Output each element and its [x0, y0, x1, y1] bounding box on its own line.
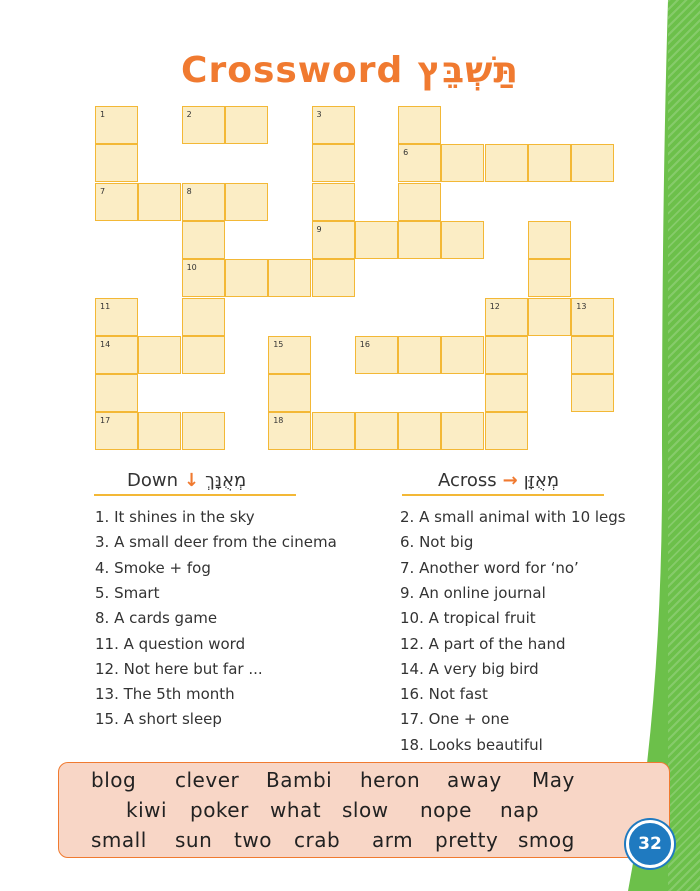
cell-number: 15: [273, 339, 284, 349]
down-clue: 8. A cards game: [95, 609, 218, 628]
crossword-cell[interactable]: [528, 221, 571, 259]
across-clue: 6. Not big: [400, 533, 474, 552]
crossword-cell[interactable]: [95, 336, 138, 374]
crossword-cell[interactable]: [441, 221, 484, 259]
crossword-cell[interactable]: [182, 336, 225, 374]
crossword-cell[interactable]: [441, 336, 484, 374]
crossword-cell[interactable]: [485, 298, 528, 336]
crossword-cell[interactable]: [398, 144, 441, 182]
down-clue: 12. Not here but far ...: [95, 659, 263, 678]
crossword-cell[interactable]: [398, 183, 441, 221]
crossword-cell[interactable]: [182, 183, 225, 221]
crossword-cell[interactable]: [225, 106, 268, 144]
crossword-cell[interactable]: [138, 183, 181, 221]
page-title: [0, 50, 700, 91]
word-bank-word: Bambi: [266, 768, 333, 792]
word-bank-word: May: [532, 768, 575, 792]
cell-number: 16: [359, 339, 370, 349]
word-bank-word: pretty: [435, 828, 499, 852]
down-clue: 1. It shines in the sky: [95, 508, 255, 526]
word-bank-word: nap: [500, 798, 540, 822]
crossword-cell[interactable]: [528, 144, 571, 182]
down-header: [127, 470, 246, 491]
crossword-cell[interactable]: [95, 183, 138, 221]
crossword-cell[interactable]: [268, 374, 311, 412]
across-clue: 14. A very big bird: [400, 659, 539, 678]
crossword-cell[interactable]: [571, 374, 614, 412]
crossword-cell[interactable]: [571, 144, 614, 182]
down-arrow-icon: ↓: [184, 470, 200, 491]
across-clue: 7. Another word for ‘no’: [400, 558, 579, 577]
down-label: Down: [127, 470, 179, 491]
across-clue: 18. Looks beautiful: [400, 735, 543, 754]
title-english: Crossword: [181, 50, 404, 91]
crossword-cell[interactable]: [398, 221, 441, 259]
crossword-cell[interactable]: [312, 221, 355, 259]
crossword-cell[interactable]: [182, 106, 225, 144]
cell-number: 17: [100, 416, 111, 426]
cell-number: 6: [403, 148, 409, 158]
word-bank-word: away: [447, 768, 502, 792]
cell-number: 14: [100, 339, 111, 349]
crossword-cell[interactable]: [398, 106, 441, 144]
across-clue: 2. A small animal with 10 legs: [400, 508, 626, 526]
word-bank-word: crab: [294, 828, 341, 852]
crossword-cell[interactable]: [312, 183, 355, 221]
across-clue: 12. A part of the hand: [400, 634, 566, 653]
word-bank-word: two: [234, 828, 272, 852]
across-header: [438, 470, 559, 491]
crossword-cell[interactable]: [485, 144, 528, 182]
crossword-cell[interactable]: [355, 221, 398, 259]
crossword-cell[interactable]: [441, 144, 484, 182]
crossword-cell[interactable]: [268, 336, 311, 374]
word-bank-word: nope: [420, 798, 472, 822]
cell-number: 1: [100, 110, 106, 119]
down-clue: 3. A small deer from the cinema: [95, 533, 337, 552]
crossword-cell[interactable]: [571, 298, 614, 336]
crossword-cell[interactable]: [225, 259, 268, 297]
crossword-cell[interactable]: [95, 412, 138, 450]
word-bank-word: slow: [342, 798, 389, 822]
down-clue: 15. A short sleep: [95, 710, 222, 729]
cell-number: 10: [186, 263, 197, 273]
cell-number: 12: [489, 301, 500, 311]
green-page-edge: [668, 0, 700, 891]
crossword-cell[interactable]: [95, 106, 138, 144]
across-clue: 16. Not fast: [400, 685, 488, 704]
cell-number: 11: [100, 301, 111, 311]
crossword-cell[interactable]: [95, 298, 138, 336]
across-clue: 17. One + one: [400, 710, 510, 729]
crossword-cell[interactable]: [355, 412, 398, 450]
down-clue: 4. Smoke + fog: [95, 558, 211, 577]
crossword-cell[interactable]: [95, 144, 138, 182]
crossword-cell[interactable]: [182, 221, 225, 259]
word-bank-word: smog: [518, 828, 575, 852]
crossword-cell[interactable]: [485, 412, 528, 450]
across-hebrew: מְאֻזָּן: [523, 470, 560, 491]
crossword-cell[interactable]: [485, 374, 528, 412]
crossword-cell[interactable]: [182, 298, 225, 336]
crossword-cell[interactable]: [441, 412, 484, 450]
down-clue: 13. The 5th month: [95, 685, 235, 704]
across-label: Across: [438, 470, 497, 491]
title-hebrew: תַּשְׁבֵּץ: [417, 50, 519, 91]
across-clue: 9. An online journal: [400, 583, 546, 602]
crossword-cell[interactable]: [268, 259, 311, 297]
page-curl-decoration: [628, 0, 668, 891]
down-divider: [94, 494, 296, 496]
crossword-cell[interactable]: [355, 336, 398, 374]
crossword-cell[interactable]: [312, 259, 355, 297]
word-bank-word: what: [270, 798, 322, 822]
across-divider: [402, 494, 604, 496]
word-bank-word: clever: [175, 768, 240, 792]
word-bank-word: poker: [190, 798, 249, 822]
cell-number: 2: [186, 110, 192, 119]
across-clue: 10. A tropical fruit: [400, 609, 536, 628]
cell-number: 8: [186, 186, 192, 196]
crossword-cell[interactable]: [312, 144, 355, 182]
word-bank-word: sun: [175, 828, 213, 852]
crossword-cell[interactable]: [182, 259, 225, 297]
cell-number: 3: [316, 110, 322, 119]
cell-number: 9: [316, 224, 322, 234]
down-hebrew: מְאֻנָּךְ: [205, 470, 247, 491]
word-bank-word: kiwi: [126, 798, 168, 822]
word-bank-word: blog: [91, 768, 137, 792]
crossword-cell[interactable]: [225, 183, 268, 221]
word-bank-word: heron: [360, 768, 421, 792]
crossword-cell[interactable]: [398, 412, 441, 450]
down-clue: 5. Smart: [95, 583, 160, 602]
word-bank-word: arm: [372, 828, 414, 852]
crossword-cell[interactable]: [95, 374, 138, 412]
crossword-cell[interactable]: [268, 412, 311, 450]
word-bank-word: small: [91, 828, 147, 852]
down-clue: 11. A question word: [95, 634, 246, 653]
page-number-badge: 32: [626, 820, 674, 868]
crossword-cell[interactable]: [398, 336, 441, 374]
crossword-cell[interactable]: [138, 336, 181, 374]
cell-number: 13: [576, 301, 587, 311]
crossword-cell[interactable]: [138, 412, 181, 450]
crossword-cell[interactable]: [528, 259, 571, 297]
cell-number: 18: [273, 416, 284, 426]
crossword-cell[interactable]: [571, 336, 614, 374]
crossword-cell[interactable]: [312, 106, 355, 144]
across-arrow-icon: →: [502, 470, 518, 491]
crossword-cell[interactable]: [312, 412, 355, 450]
crossword-cell[interactable]: [182, 412, 225, 450]
cell-number: 7: [100, 186, 106, 196]
crossword-cell[interactable]: [485, 336, 528, 374]
crossword-cell[interactable]: [528, 298, 571, 336]
